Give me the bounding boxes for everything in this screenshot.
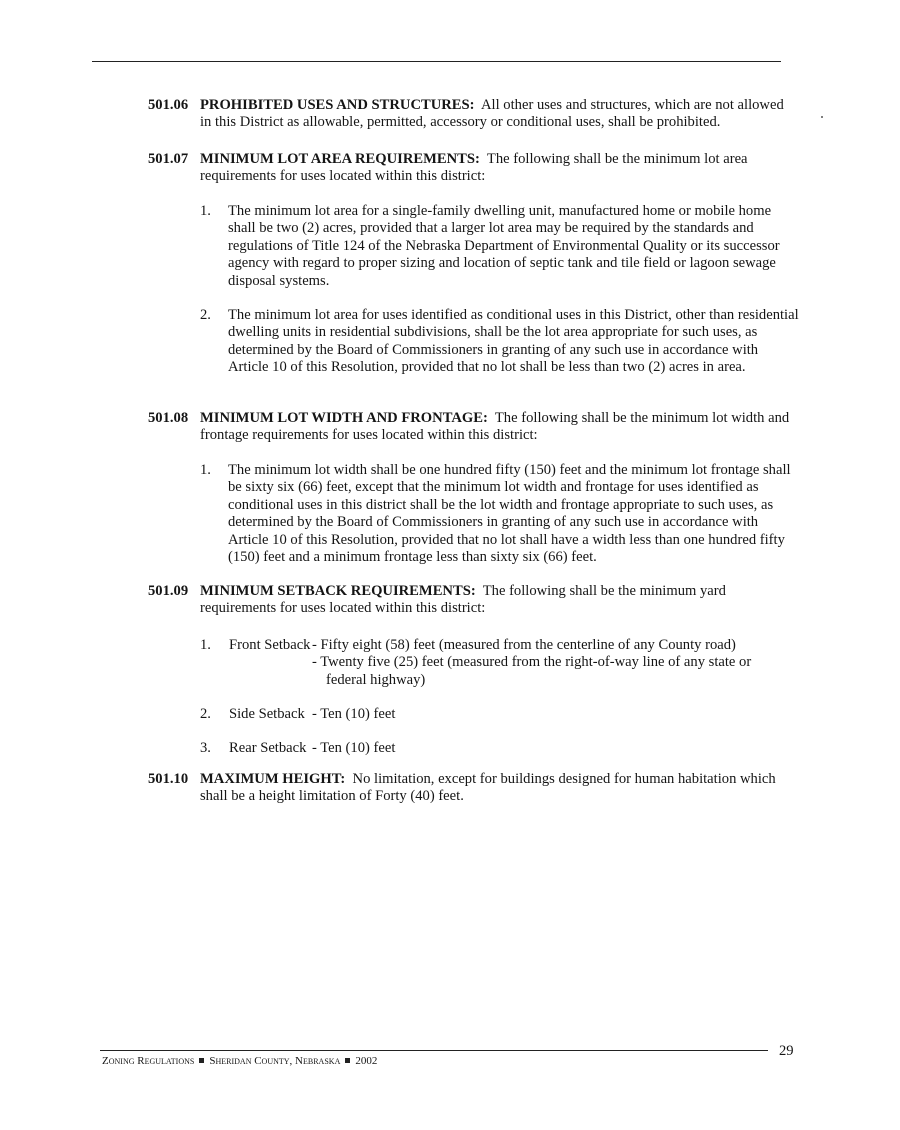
item-text: The minimum lot area for a single-family dwelling unit, manufactured home or mobile home shall be two (2) acres, provided that a larger lot area may be required by the standards and regulations of Title 124 of the Nebraska Department of Environmental Quality or its successor agency with regard to proper sizing and location of septic tank and tile field or lagoon sewage disposal systems. [228,203,780,289]
section-text: No limitation, except for buildings designed for human habitation which shall be a height limitation of Forty (40) feet. [200,771,776,805]
section-501-06 [148,97,798,132]
item-number: 2. [200,706,211,722]
list-item [200,462,800,566]
section-text: All other uses and structures, which are not allowed in this District as allowable, permitted, accessory or conditional uses, shall be prohibited. [200,97,784,131]
item-text: The minimum lot width shall be one hundred fifty (150) feet and the minimum lot frontage shall be sixty six (66) feet, except that the minimum lot width and frontage for uses identified as conditional uses in this district shall be the lot width and frontage appropriate to such uses, as determined by the Board of Commissioners in granting of any such use in accordance with Article 10 of this Resolution, provided that no lot shall have a width less than one hundred fifty (150) feet and a minimum frontage less than sixty six (66) feet. [228,462,791,566]
section-title: MAXIMUM HEIGHT: [200,771,346,787]
section-text: The following shall be the minimum lot width and frontage requirements for uses located within this district: [200,410,790,444]
section-text: The following shall be the minimum yard requirements for uses located within this district: [200,583,726,617]
item-number: 1. [200,462,211,478]
square-bullet-icon [199,1058,204,1063]
item-number: 1. [200,637,211,653]
setback-value: - Ten (10) feet [312,706,396,722]
section-number: 501.07 [148,151,189,167]
setback-value: - Twenty five (25) feet (measured from the right-of-way line of any state or [312,654,752,671]
section-number: 501.08 [148,410,189,426]
square-bullet-icon [345,1058,350,1063]
scan-speck [821,116,823,118]
section-text: The following shall be the minimum lot area requirements for uses located within this district: [200,151,748,185]
setback-value: - Fifty eight (58) feet (measured from the centerline of any County road) [312,637,736,653]
setback-label: Front Setback [229,637,311,653]
footer-year: 2002 [355,1055,378,1067]
list-item [200,203,800,290]
section-title: MINIMUM LOT WIDTH AND FRONTAGE: [200,410,488,426]
section-501-07 [148,151,798,186]
list-item [200,307,800,377]
page-number: 29 [779,1043,794,1059]
setback-value: federal highway) [326,671,426,688]
item-number: 1. [200,203,211,219]
item-number: 3. [200,740,211,756]
item-text: The minimum lot area for uses identified as conditional uses in this District, other than residential dwelling units in residential subdivisions, shall be the lot area appropriate for such uses, as determined by the Board of Commissioners in granting of any such use in accordance with Article 10 of this Resolution, provided that no lot shall be less than two (2) acres in area. [228,307,799,376]
section-title: MINIMUM SETBACK REQUIREMENTS: [200,583,476,599]
item-number: 2. [200,307,211,323]
footer-doc-title: Zoning Regulations [102,1055,195,1067]
setback-value: - Ten (10) feet [312,740,396,756]
header-rule [92,61,781,62]
footer-rule [100,1050,768,1051]
footer [102,1054,377,1068]
section-number: 501.09 [148,583,189,599]
setback-label: Rear Setback [229,740,307,756]
section-number: 501.06 [148,97,189,113]
section-501-09 [148,583,798,618]
section-title: PROHIBITED USES AND STRUCTURES: [200,97,475,113]
section-number: 501.10 [148,771,189,787]
section-501-10 [148,771,798,806]
section-501-08 [148,410,798,445]
section-title: MINIMUM LOT AREA REQUIREMENTS: [200,151,480,167]
footer-county: Sheridan County, Nebraska [209,1055,341,1067]
setback-label: Side Setback [229,706,305,722]
